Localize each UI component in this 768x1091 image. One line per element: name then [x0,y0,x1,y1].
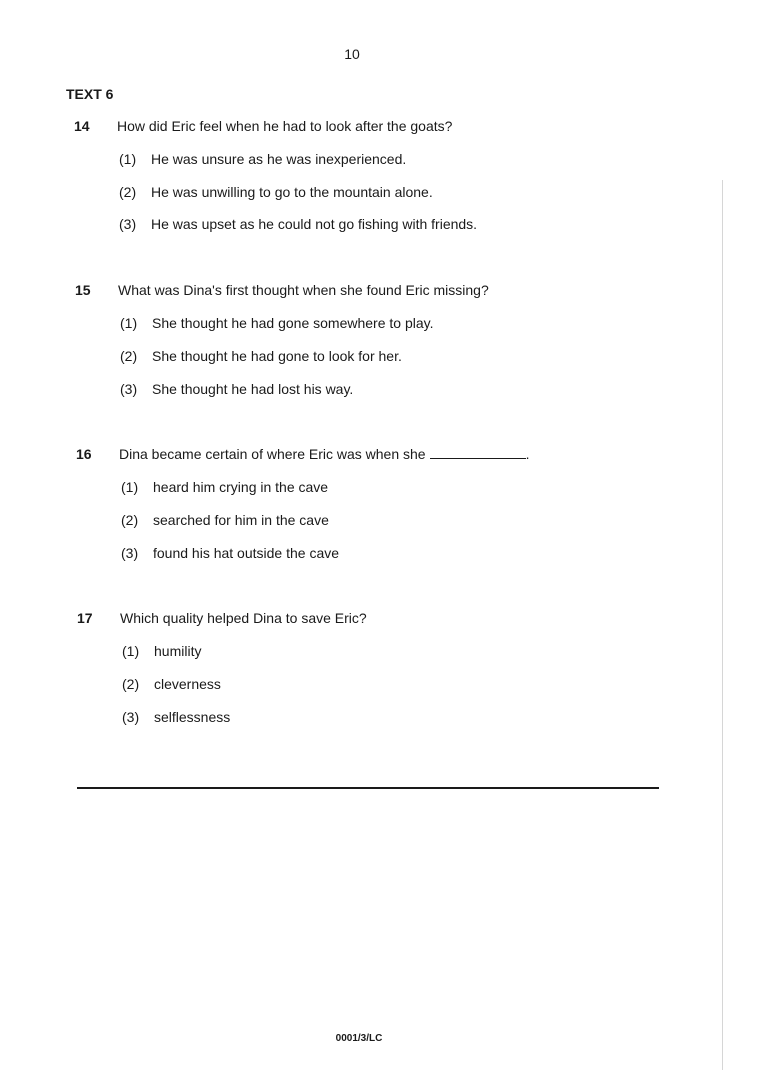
option-text: searched for him in the cave [153,512,329,528]
option [122,709,230,725]
answer-blank [430,447,526,459]
question-text-end: . [525,446,530,462]
option-text: cleverness [154,676,221,692]
option-number: (3) [122,709,140,725]
option [120,381,353,397]
question-text [119,446,529,462]
option-number: (3) [119,216,137,232]
option [121,479,328,495]
option [120,348,402,364]
option-number: (2) [121,512,139,528]
option-number: (2) [122,676,140,692]
option [119,184,433,200]
end-of-section-rule [77,787,659,789]
option [122,676,221,692]
option-number: (2) [119,184,137,200]
option [121,512,329,528]
page-number: 10 [344,46,360,62]
scan-edge-line [722,180,723,1070]
option [121,545,339,561]
question-number: 17 [77,610,93,626]
section-title: TEXT 6 [66,86,114,102]
question-text: How did Eric feel when he had to look after the goats? [117,118,453,134]
option-text: selflessness [154,709,231,725]
option-text: She thought he had gone to look for her. [152,348,402,364]
option-text: found his hat outside the cave [153,545,340,561]
question-number: 15 [75,282,91,298]
option-text: He was unwilling to go to the mountain alone. [151,184,433,200]
option-number: (1) [119,151,137,167]
option-number: (3) [120,381,138,397]
option-text: He was upset as he could not go fishing with friends. [151,216,478,232]
question-text: Which quality helped Dina to save Eric? [120,610,367,626]
option-text: She thought he had lost his way. [152,381,354,397]
option [120,315,434,331]
option [122,643,201,659]
option-number: (3) [121,545,139,561]
question-text-start: Dina became certain of where Eric was when she [119,446,426,462]
option-number: (1) [120,315,138,331]
option-text: humility [154,643,202,659]
option-text: He was unsure as he was inexperienced. [151,151,407,167]
option-number: (2) [120,348,138,364]
question-text: What was Dina's first thought when she found Eric missing? [118,282,489,298]
option-text: She thought he had gone somewhere to play. [152,315,434,331]
option-number: (1) [121,479,139,495]
option-number: (1) [122,643,140,659]
question-number: 16 [76,446,92,462]
option [119,216,477,232]
footer-code: 0001/3/LC [335,1033,383,1044]
option [119,151,406,167]
question-number: 14 [74,118,90,134]
option-text: heard him crying in the cave [153,479,329,495]
